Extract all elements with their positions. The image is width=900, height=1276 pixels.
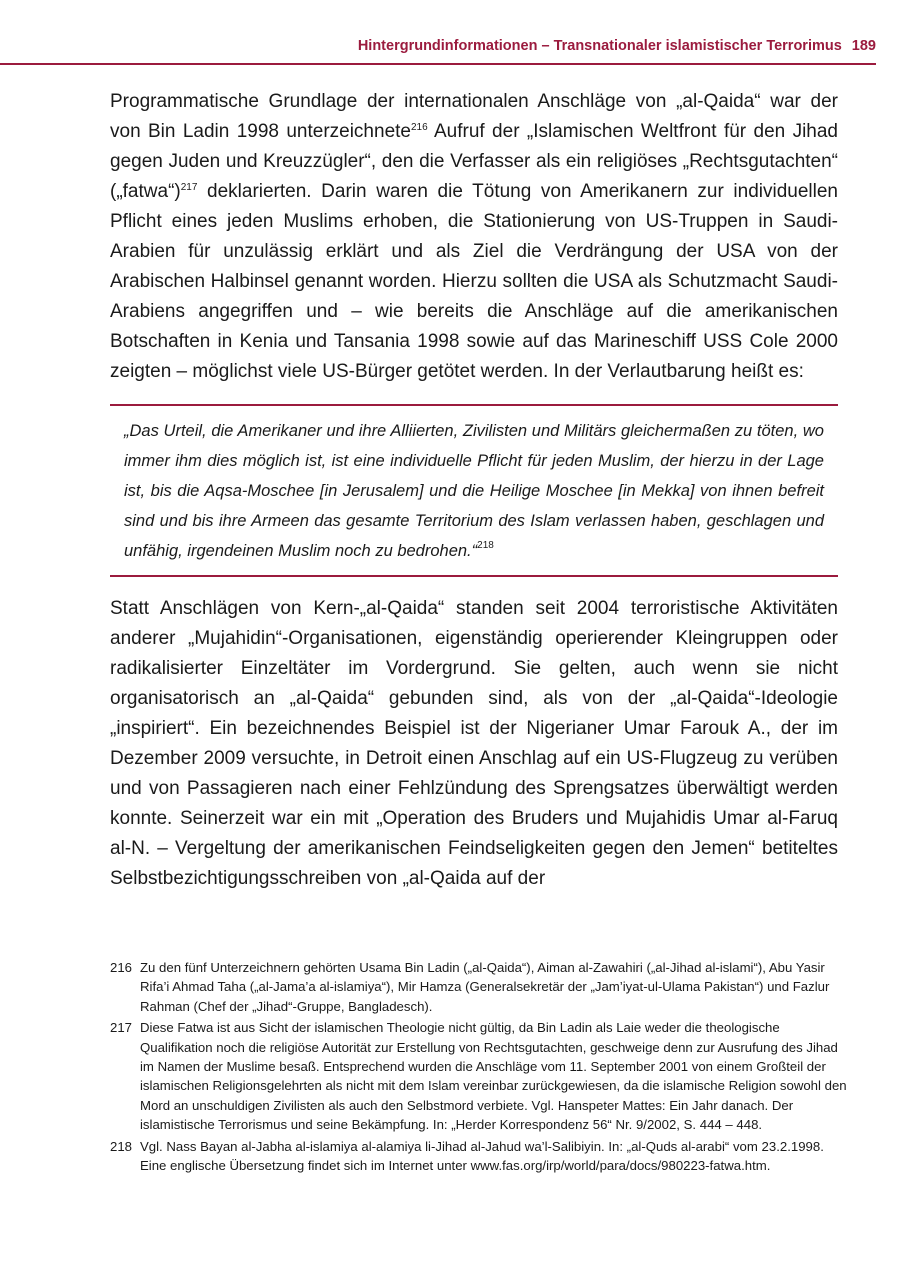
main-text <box>110 87 838 894</box>
footnote-number: 217 <box>110 1020 133 1036</box>
footnote-ref-217[interactable]: 217 <box>180 182 198 193</box>
footnote-number: 218 <box>110 1138 133 1154</box>
running-header <box>110 38 876 54</box>
footnote-text: Zu den fünf Unterzeichnern gehörten Usama Bin Ladin („al-Qaida“), Aiman al-Zawahiri („al-Jihad al-islami“), Abu Yasir Rifa’i Ahmad Taha („al-Jama’a al-islamiya“), Mir Hamza (Generalsekretär der „Jam’iyat-ul-Ulama Pakistan“) und Fazlur Rahman (Chef der „Jihad“-Gruppe, Bangladesch). <box>140 960 830 1014</box>
footnotes <box>110 958 850 1177</box>
paragraph-1-part-3: deklarierten. Darin waren die Tötung von Amerikanern zur individuellen Pflicht eines jeden Muslims erhoben, die Stationierung von US-Truppen in Saudi-Arabien für unzulässig erklärt und als Ziel die Verdrängung der USA von der Arabischen Halbinsel genannt worden. Hierzu sollten die USA als Schutzmacht Saudi-Arabiens angegriffen und – wie bereits die Anschläge auf die amerikanischen Botschaften in Kenia und Tansania 1998 sowie auf das Marineschiff USS Cole 2000 zeigten – möglichst viele US-Bürger getötet werden. In der Verlautbarung heißt es: <box>110 181 838 382</box>
footnote-text: Diese Fatwa ist aus Sicht der islamischen Theologie nicht gültig, da Bin Ladin als Laie weder die theologische Qualifikation noch die religiöse Autorität zur Erstellung von Rechtsgutachten, geschweige denn zur Ausrufung des Jihad im Namen der Muslime besaß. Entsprechend wurden die Anschläge vom 11. September 2001 von einem Großteil der islamischen Religionsgelehrten als nicht mit dem Islam vereinbar zurückgewiesen, da die islamische Religion sowohl den Mord an unschuldigen Zivilisten als auch den Selbstmord verbiete. Vgl. Hanspeter Mattes: Ein Jahr danach. Der islamistische Terrorismus und seine Bekämpfung. In: „Herder Korrespondenz 56“ Nr. 9/2002, S. 444 – 448. <box>140 1020 847 1133</box>
quote-text: „Das Urteil, die Amerikaner und ihre Alliierten, Zivilisten und Militärs gleichermaßen zu töten, wo immer ihm dies möglich ist, ist eine individuelle Pflicht für jeden Muslim, der hierzu in der Lage ist, bis die Aqsa-Moschee [in Jerusalem] und die Heilige Moschee [in Mekka] von ihnen befreit sind und bis ihre Armeen das gesamte Territorium des Islam verlassen haben, geschlagen und unfähig, irgendeinen Muslim noch zu bedrohen.“ <box>124 422 824 560</box>
page-number: 189 <box>851 38 876 54</box>
header-rule <box>0 63 876 65</box>
running-title: Hintergrundinformationen – Transnationaler islamistischer Terrorimus <box>357 38 842 54</box>
footnote-number: 216 <box>110 960 133 975</box>
paragraph-1 <box>110 87 838 387</box>
footnote <box>110 958 850 1016</box>
footnote-ref-218[interactable]: 218 <box>477 540 494 551</box>
paragraph-1-part-2: Aufruf der „Islamischen Weltfront für den Jihad gegen Juden und Kreuzzügler“, den die Verfasser als ein religiöses „Rechtsgutachten“ („fatwa“) <box>110 121 838 202</box>
paragraph-1-part-1: Programmatische Grundlage der internationalen Anschläge von „al-Qaida“ war der von Bin Ladin 1998 unterzeichnete <box>110 91 838 142</box>
footnote <box>110 1018 850 1134</box>
footnote-text: Vgl. Nass Bayan al-Jabha al-islamiya al-alamiya li-Jihad al-Jahud wa’l-Salibiyin. In: „al-Quds al-arabi“ vom 23.2.1998. Eine englische Übersetzung findet sich im Internet unter www.fas.org/irp/world/para/docs/980223-fatwa.htm. <box>140 1138 824 1174</box>
footnote-ref-216[interactable]: 216 <box>410 122 428 133</box>
block-quote <box>110 404 838 577</box>
paragraph-2: Statt Anschlägen von Kern-„al-Qaida“ standen seit 2004 terroristische Aktivitäten anderer „Mujahidin“-Organisationen, eigenständig operierender Kleingruppen oder radikalisierter Einzeltäter im Vordergrund. Sie gelten, auch wenn sie nicht organisatorisch an „al-Qaida“ gebunden sind, als von der „al-Qaida“-Ideologie „inspiriert“. Ein bezeichnendes Beispiel ist der Nigerianer Umar Farouk A., der im Dezember 2009 versuchte, in Detroit einen Anschlag auf ein US-Flugzeug zu verüben und von Passagieren nach einer Fehlzündung des Sprengsatzes überwältigt werden konnte. Seinerzeit war ein mit „Operation des Bruders und Mujahidis Umar al-Faruq al-N. – Vergeltung der amerikanischen Feindseligkeiten gegen den Jemen“ betiteltes Selbstbezichtigungsschreiben von „al-Qaida auf der <box>110 598 838 889</box>
footnote <box>110 1137 850 1176</box>
